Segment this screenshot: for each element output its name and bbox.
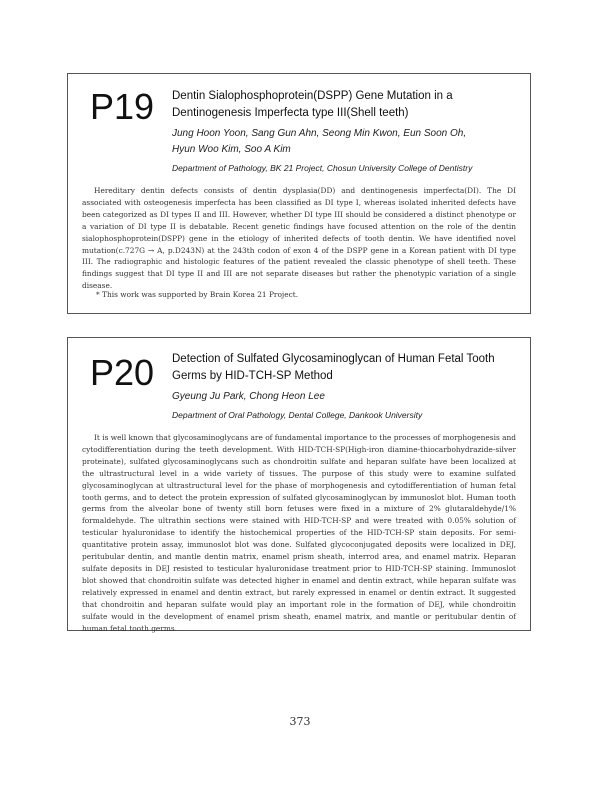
abstract-title	[172, 351, 516, 385]
page-number: 373	[289, 715, 311, 728]
abstract-title-line: Detection of Sulfated Glycosaminoglycan of Human Fetal Tooth	[172, 353, 495, 365]
abstract-authors	[172, 389, 516, 405]
abstract-title	[172, 88, 516, 122]
abstract-affiliation: Department of Pathology, BK 21 Project, Chosun University College of Dentistry	[172, 163, 473, 173]
abstract-authors	[172, 126, 516, 158]
abstract-footnote: * This work was supported by Brain Korea 21 Project.	[96, 290, 299, 299]
abstract-title-line: Dentin Sialophosphoprotein(DSPP) Gene Mutation in a	[172, 90, 453, 102]
abstract-affiliation: Department of Oral Pathology, Dental College, Dankook University	[172, 410, 423, 420]
abstract-box-p20	[67, 337, 531, 631]
abstract-code: P20	[90, 352, 155, 393]
abstract-body: Hereditary dentin defects consists of dentin dysplasia(DD) and dentinogenesis imperfecta(DI). The DI associated with osteogenesis imperfecta has been classified as DI type I, whereas isolated inherited defects have been categorized as DI types II and III. However, whether DI type III should be considered a distinct phenotype or a variation of DI type II is debatable. Recent genetic findings have focused attention on the role of the dentin sialophosphoprotein(DSPP) gene in the etiology of inherited defects of tooth dentin. We have identified novel mutation(c.727G → A, p.D243N) at the 243th codon of exon 4 of the DSPP gene in a Korean patient with DI type III. The radiographic and histologic features of the patient revealed the classic phenotype of shell teeth. These findings suggest that DI type II and III are not separate diseases but rather the phenotypic variation of a single disease.	[82, 186, 516, 291]
abstract-box-p19	[67, 73, 531, 314]
abstract-title-line: Germs by HID-TCH-SP Method	[172, 370, 333, 382]
authors-line: Gyeung Ju Park, Chong Heon Lee	[172, 391, 325, 402]
abstract-body: It is well known that glycosaminoglycans are of fundamental importance to the processes of morphogenesis and cytodifferentiation during the teeth development. With HID-TCH-SP(High-iron diamine-thiocarbohydrazide-silver proteinate), sulfated glycosaminoglycans such as chondroitin sulfate and heparan sulfate have been localized at the ultrastructural level in a wide variety of tissues. The purpose of this study were to examine sulfated glycosaminoglycan at ultrastructural level for the phase of morphogenesis and cytodifferentiation of human fetal tooth germs, and to detect the protein expression of sulfated glycosaminoglycan by immunoslot blot. Human tooth germs from the alveolar bone of twenty still born fetuses were fixed in a mixture of 2% glutaraldehyde/1% formaldehyde. The ultrathin sections were stained with HID-TCH-SP and were treated with 0.05% solution of testicular hyaluronidase to identify the histochemical properties of the HID-TCH-SP stain deposits. For semi-quantitative protein assay, immunoslot blot was done. Sulfated glycoconjugated deposits were localized in DEJ, peritubular dentin, and mantle dentin matrix, enamel prism sheath, interrod area, and enamel matrix. Heparan sulfate deposits in DEJ resisted to testicular hyaluronidase treatment prior to HID-TCH-SP staining. Immunoslot blot showed that chondroitin sulfate was detected higher in enamel and dentin extract, while heparan sulfate was relatively expressed in enamel and dentin extract, but rarely expressed in enamel or dentin extract. It suggested that chondroitin and heparan sulfate would play an important role in the formation of DEJ, while chondroitin sulfate would in the development of enamel prism sheath, enamel matrix, and mantle or peritubular dentin of human fetal tooth germs.	[82, 433, 516, 633]
abstract-title-line: Dentinogenesis Imperfecta type III(Shell teeth)	[172, 107, 409, 119]
abstract-code: P19	[90, 86, 155, 127]
authors-line: Jung Hoon Yoon, Sang Gun Ahn, Seong Min Kwon, Eun Soon Oh,	[172, 128, 467, 139]
authors-line: Hyun Woo Kim, Soo A Kim	[172, 144, 291, 155]
